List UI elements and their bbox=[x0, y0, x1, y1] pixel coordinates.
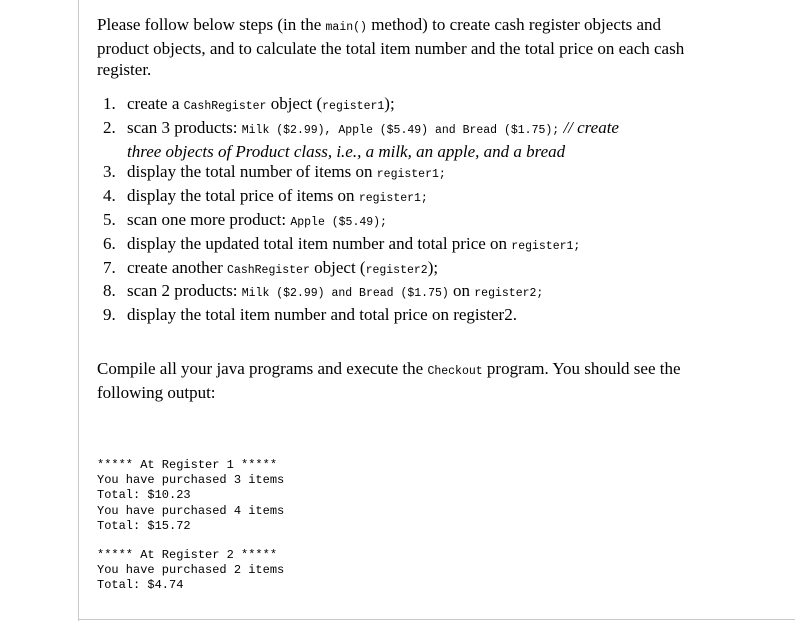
output-line: You have purchased 4 items bbox=[97, 503, 285, 518]
step-number: 5. bbox=[103, 209, 116, 229]
step-item bbox=[97, 305, 619, 326]
step-text: scan 3 products: bbox=[127, 117, 242, 137]
step-code: register1 bbox=[322, 100, 385, 113]
output-line: ***** At Register 2 ***** bbox=[97, 548, 278, 562]
output-line: Total: $10.23 bbox=[97, 488, 191, 503]
output-line: Total: $15.72 bbox=[97, 518, 191, 533]
step-number: 9. bbox=[103, 305, 116, 325]
step-text: display the total number of items on bbox=[127, 162, 377, 182]
step-code: CashRegister bbox=[227, 263, 310, 277]
page-bottom-edge bbox=[78, 619, 795, 620]
step-item bbox=[97, 210, 619, 234]
step-text: display the updated total item number and total price on bbox=[127, 233, 512, 253]
step-text: object ( bbox=[309, 257, 366, 277]
step-code: CashRegister bbox=[183, 100, 267, 113]
compile-paragraph bbox=[97, 358, 717, 403]
step-text: create another bbox=[127, 257, 228, 277]
step-number: 7. bbox=[103, 257, 116, 277]
step-text: object ( bbox=[266, 94, 323, 113]
step-number: 2. bbox=[103, 117, 116, 137]
console-output-register2 bbox=[97, 548, 284, 594]
step-number: 3. bbox=[103, 162, 116, 182]
step-text: scan 2 products: bbox=[127, 281, 242, 301]
console-output-register1 bbox=[97, 458, 284, 534]
intro-code-main: main() bbox=[325, 21, 367, 34]
output-line: You have purchased 2 items bbox=[97, 563, 285, 578]
intro-text-2: method) to create cash register objects and product objects, and to calculate the total item number and the total price on each cash register. bbox=[97, 15, 685, 79]
step-item bbox=[97, 281, 619, 305]
step-code: register1; bbox=[358, 192, 428, 206]
step-comment-continued: three objects of Product class, i.e., a milk, an apple, and a bread bbox=[127, 141, 566, 161]
step-code: register1; bbox=[511, 239, 581, 253]
step-text: ); bbox=[384, 94, 395, 113]
step-number: 4. bbox=[103, 186, 116, 206]
step-comment: // create bbox=[559, 117, 619, 137]
step-text: scan one more product: bbox=[127, 209, 291, 229]
step-item bbox=[97, 186, 619, 210]
step-code: Milk ($2.99), Apple ($5.49) and Bread ($1.75); bbox=[241, 123, 560, 137]
compile-code-checkout: Checkout bbox=[427, 365, 483, 378]
compile-text-2: program. You should see the following output: bbox=[97, 359, 681, 402]
step-item bbox=[97, 258, 619, 282]
step-text: ); bbox=[427, 257, 439, 277]
step-number: 6. bbox=[103, 233, 116, 253]
step-code: register2 bbox=[365, 263, 428, 277]
step-text: display the total item number and total price on register2. bbox=[127, 305, 517, 325]
step-number: 8. bbox=[103, 281, 116, 301]
step-code: register2; bbox=[474, 287, 544, 301]
steps-list bbox=[97, 94, 619, 326]
intro-text-1: Please follow below steps (in the bbox=[97, 15, 326, 34]
step-item bbox=[97, 94, 619, 118]
step-text: on bbox=[448, 281, 475, 301]
document-page bbox=[78, 0, 795, 621]
intro-paragraph bbox=[97, 14, 717, 80]
output-line: You have purchased 3 items bbox=[97, 473, 285, 488]
step-number: 1. bbox=[103, 94, 116, 113]
step-text: create a bbox=[127, 94, 184, 113]
compile-text-1: Compile all your java programs and execute the bbox=[97, 359, 428, 378]
step-code: register1; bbox=[376, 168, 446, 182]
step-code: Milk ($2.99) and Bread ($1.75) bbox=[241, 287, 449, 301]
step-code: Apple ($5.49); bbox=[290, 215, 387, 229]
step-item bbox=[97, 162, 619, 186]
output-line: Total: $4.74 bbox=[97, 578, 184, 593]
output-line: ***** At Register 1 ***** bbox=[97, 458, 278, 472]
step-text: display the total price of items on bbox=[127, 186, 359, 206]
step-item bbox=[97, 118, 619, 163]
step-item bbox=[97, 234, 619, 258]
